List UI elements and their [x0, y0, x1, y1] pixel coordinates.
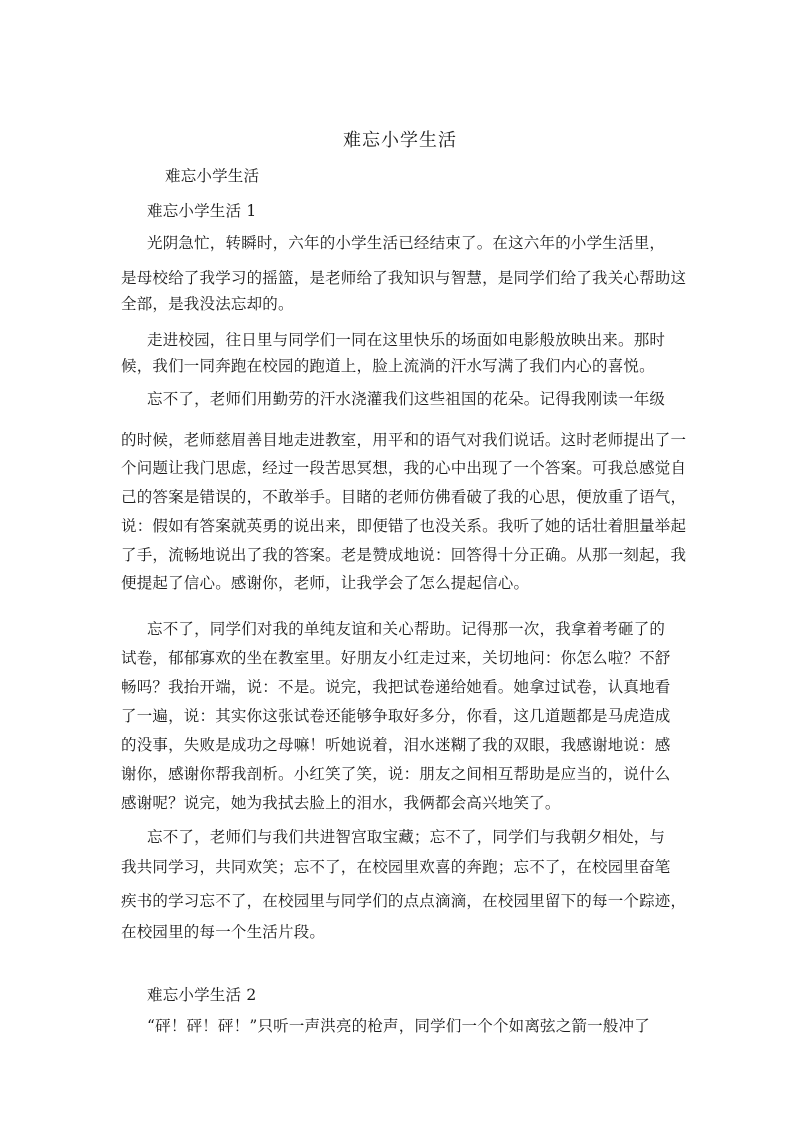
paragraph-5-line-3: 疾书的学习忘不了，在校园里与同学们的点点滴滴，在校园里留下的每一个踪迹，	[121, 892, 687, 910]
paragraph-2-line-2: 候，我们一同奔跑在校园的跑道上，脸上流淌的汗水写满了我们内心的喜悦。	[121, 357, 655, 375]
paragraph-3-line-4: 己的答案是错误的，不敢举手。目睹的老师仿佛看破了我的心思，便放重了语气，	[121, 488, 687, 506]
paragraph-4-line-6: 谢你，感谢你帮我剖析。小红笑了笑，说：朋友之间相互帮助是应当的，说什么	[121, 765, 671, 783]
section-heading-2: 难忘小学生活 2	[147, 986, 257, 1004]
paragraph-4-line-1: 忘不了，同学们对我的单纯友谊和关心帮助。记得那一次，我拿着考砸了的	[147, 620, 666, 638]
paragraph-1-line-2: 是母校给了我学习的摇篮，是老师给了我知识与智慧，是同学们给了我关心帮助这	[121, 269, 687, 287]
paragraph-4-line-3: 畅吗？我抬开端，说：不是。说完，我把试卷递给她看。她拿过试卷，认真地看	[121, 678, 671, 696]
paragraph-3-line-5: 说：假如有答案就英勇的说出来，即便错了也没关系。我听了她的话壮着胆量举起	[121, 517, 687, 535]
paragraph-4-line-4: 了一遍，说：其实你这张试卷还能够争取好多分，你看，这几道题都是马虎造成	[121, 707, 671, 725]
paragraph-3-line-3: 个问题让我门思虑，经过一段苦思冥想，我的心中出现了一个答案。可我总感觉自	[121, 459, 687, 477]
paragraph-3-line-1: 忘不了，老师们用勤劳的汗水浇灌我们这些祖国的花朵。记得我刚读一年级	[147, 390, 666, 408]
document-title: 难忘小学生活	[343, 130, 457, 151]
paragraph-6-line-1: “砰！砰！砰！”只听一声洪亮的枪声，同学们一个个如离弦之箭一般冲了	[147, 1017, 650, 1035]
paragraph-1-line-1: 光阴急忙，转瞬时，六年的小学生活已经结束了。在这六年的小学生活里，	[147, 234, 666, 252]
section-heading-1: 难忘小学生活 1	[147, 202, 257, 220]
paragraph-4-line-7: 感谢呢？说完，她为我拭去脸上的泪水，我俩都会高兴地笑了。	[121, 794, 561, 812]
paragraph-4-line-2: 试卷，郁郁寡欢的坐在教室里。好朋友小红走过来，关切地问：你怎么啦？不舒	[121, 649, 671, 667]
paragraph-3-line-2: 的时候，老师慈眉善目地走进教室，用平和的语气对我们说话。这时老师提出了一	[121, 431, 687, 449]
paragraph-5-line-1: 忘不了，老师们与我们共进智宫取宝藏；忘不了，同学们与我朝夕相处，与	[147, 828, 666, 846]
paragraph-1-line-3: 全部，是我没法忘却的。	[121, 295, 294, 313]
paragraph-3-line-6: 了手，流畅地说出了我的答案。老是赞成地说：回答得十分正确。从那一刻起，我	[121, 546, 687, 564]
paragraph-3-line-7: 便提起了信心。感谢你，老师，让我学会了怎么提起信心。	[121, 574, 530, 592]
document-subtitle: 难忘小学生活	[165, 167, 260, 185]
paragraph-2-line-1: 走进校园，往日里与同学们一同在这里快乐的场面如电影般放映出来。那时	[147, 331, 666, 349]
paragraph-5-line-4: 在校园里的每一个生活片段。	[121, 923, 326, 941]
paragraph-5-line-2: 我共同学习，共同欢笑；忘不了，在校园里欢喜的奔跑；忘不了，在校园里奋笔	[121, 858, 671, 876]
paragraph-4-line-5: 的没事，失败是成功之母嘛！听她说着，泪水迷糊了我的双眼，我感谢地说：感	[121, 736, 671, 754]
